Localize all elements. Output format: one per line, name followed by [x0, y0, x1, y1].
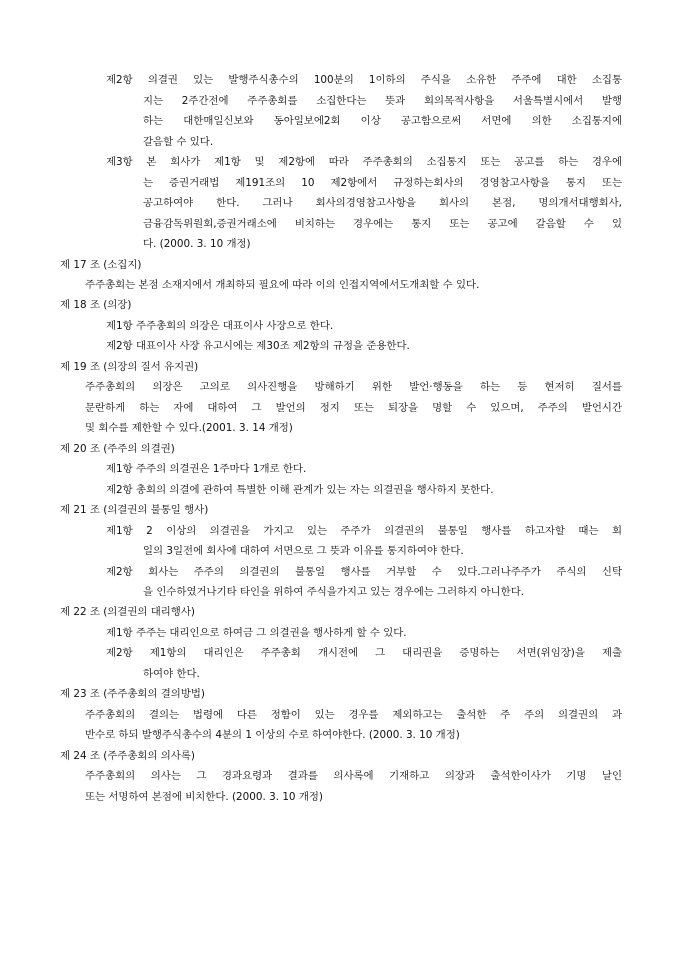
article-heading: 제 22 조 (의결권의 대리행사) — [60, 606, 195, 618]
clause-line: 하여야 한다. — [143, 668, 200, 680]
clause-line: 제2항 총회의 의결에 관하여 특별한 이해 관계가 있는 자는 의결권을 행사하지 못한다. — [106, 484, 494, 496]
article-heading: 제 19 조 (의장의 질서 유지권) — [60, 361, 199, 373]
clause-line: 공고하여야 한다. 그러나 회사의경영참고사항을 회사의 본점, 명의개서대행회사, — [143, 197, 622, 209]
clause-line: 제2항 의결권 있는 발행주식총수의 100분의 1이하의 주식을 소유한 주주에 대한 소집통 — [106, 74, 622, 86]
clause-line: 을 인수하였거나기타 타인을 위하여 주식을가지고 있는 경우에는 그러하지 아니한다. — [143, 586, 525, 598]
body-line: 반수로 하되 발행주식총수의 4분의 1 이상의 수로 하여야한다. (2000. 3. 10 개정) — [85, 729, 460, 741]
clause-line: 제1항 주주는 대리인으로 하여금 그 의결권을 행사하게 할 수 있다. — [106, 627, 407, 639]
clause-line: 제2항 제1항의 대리인은 주주총회 개시전에 그 대리권을 증명하는 서면(위임장)을 제출 — [106, 647, 622, 659]
article-heading: 제 17 조 (소집지) — [60, 259, 142, 271]
clause-line: 제1항 주주의 의결권은 1주마다 1개로 한다. — [106, 463, 307, 475]
clause-line: 제2항 대표이사 사장 유고시에는 제30조 제2항의 규정을 준용한다. — [106, 340, 410, 352]
clause-line: 제1항 2 이상의 의결권을 가지고 있는 주주가 의결권의 불통일 행사를 하고자할 때는 회 — [106, 525, 622, 537]
article-heading: 제 18 조 (의장) — [60, 299, 132, 311]
article-heading: 제 21 조 (의결권의 불통일 행사) — [60, 504, 209, 516]
clause-line: 제3항 본 회사가 제1항 및 제2항에 따라 주주총회의 소집통지 또는 공고를 하는 경우에 — [106, 156, 622, 168]
clause-line: 지는 2주간전에 주주총회를 소집한다는 뜻과 회의목적사항을 서울특별시에서 발행 — [143, 95, 622, 107]
clause-line: 하는 대한매일신보와 동아일보에2회 이상 공고함으로써 서면에 의한 소집통지에 — [143, 115, 622, 127]
clause-line: 일의 3일전에 회사에 대하여 서면으로 그 뜻과 이유를 통지하여야 한다. — [143, 545, 464, 557]
body-line: 문란하게 하는 자에 대하여 그 발언의 정지 또는 퇴장을 명할 수 있으며, 주주의 발언시간 — [85, 402, 622, 414]
clause-line: 다. (2000. 3. 10 개정) — [143, 238, 251, 250]
clause-line: 갈음할 수 있다. — [143, 136, 214, 148]
body-line: 및 회수를 제한할 수 있다.(2001. 3. 14 개정) — [85, 422, 293, 434]
body-line: 또는 서명하여 본점에 비치한다. (2000. 3. 10 개정) — [85, 791, 323, 803]
body-line: 주주총회의 의사는 그 경과요령과 결과를 의사록에 기재하고 의장과 출석한이사가 기명 날인 — [85, 770, 622, 782]
article-heading: 제 23 조 (주주총회의 결의방법) — [60, 688, 205, 700]
clause-line: 금융감독위원회,증권거래소에 비치하는 경우에는 통지 또는 공고에 갈음할 수 있 — [143, 218, 622, 230]
clause-line: 제2항 회사는 주주의 의결권의 불통일 행사를 거부할 수 있다.그러나주주가 주식의 신탁 — [106, 566, 622, 578]
clause-line: 제1항 주주총회의 의장은 대표이사 사장으로 한다. — [106, 320, 334, 332]
article-heading: 제 24 조 (주주총회의 의사록) — [60, 750, 195, 762]
body-line: 주주총회의 의장은 고의로 의사진행을 방해하기 위한 발언·행동을 하는 등 현저히 질서를 — [85, 381, 622, 393]
body-line: 주주총회의 결의는 법령에 다른 정함이 있는 경우를 제외하고는 출석한 주 주의 의결권의 과 — [85, 709, 622, 721]
clause-line: 는 증권거래법 제191조의 10 제2항에서 규정하는회사의 경영참고사항을 통지 또는 — [143, 177, 622, 189]
body-line: 주주총회는 본점 소재지에서 개최하되 필요에 따라 이의 인접지역에서도개최할 수 있다. — [85, 279, 480, 291]
article-heading: 제 20 조 (주주의 의결권) — [60, 443, 175, 455]
